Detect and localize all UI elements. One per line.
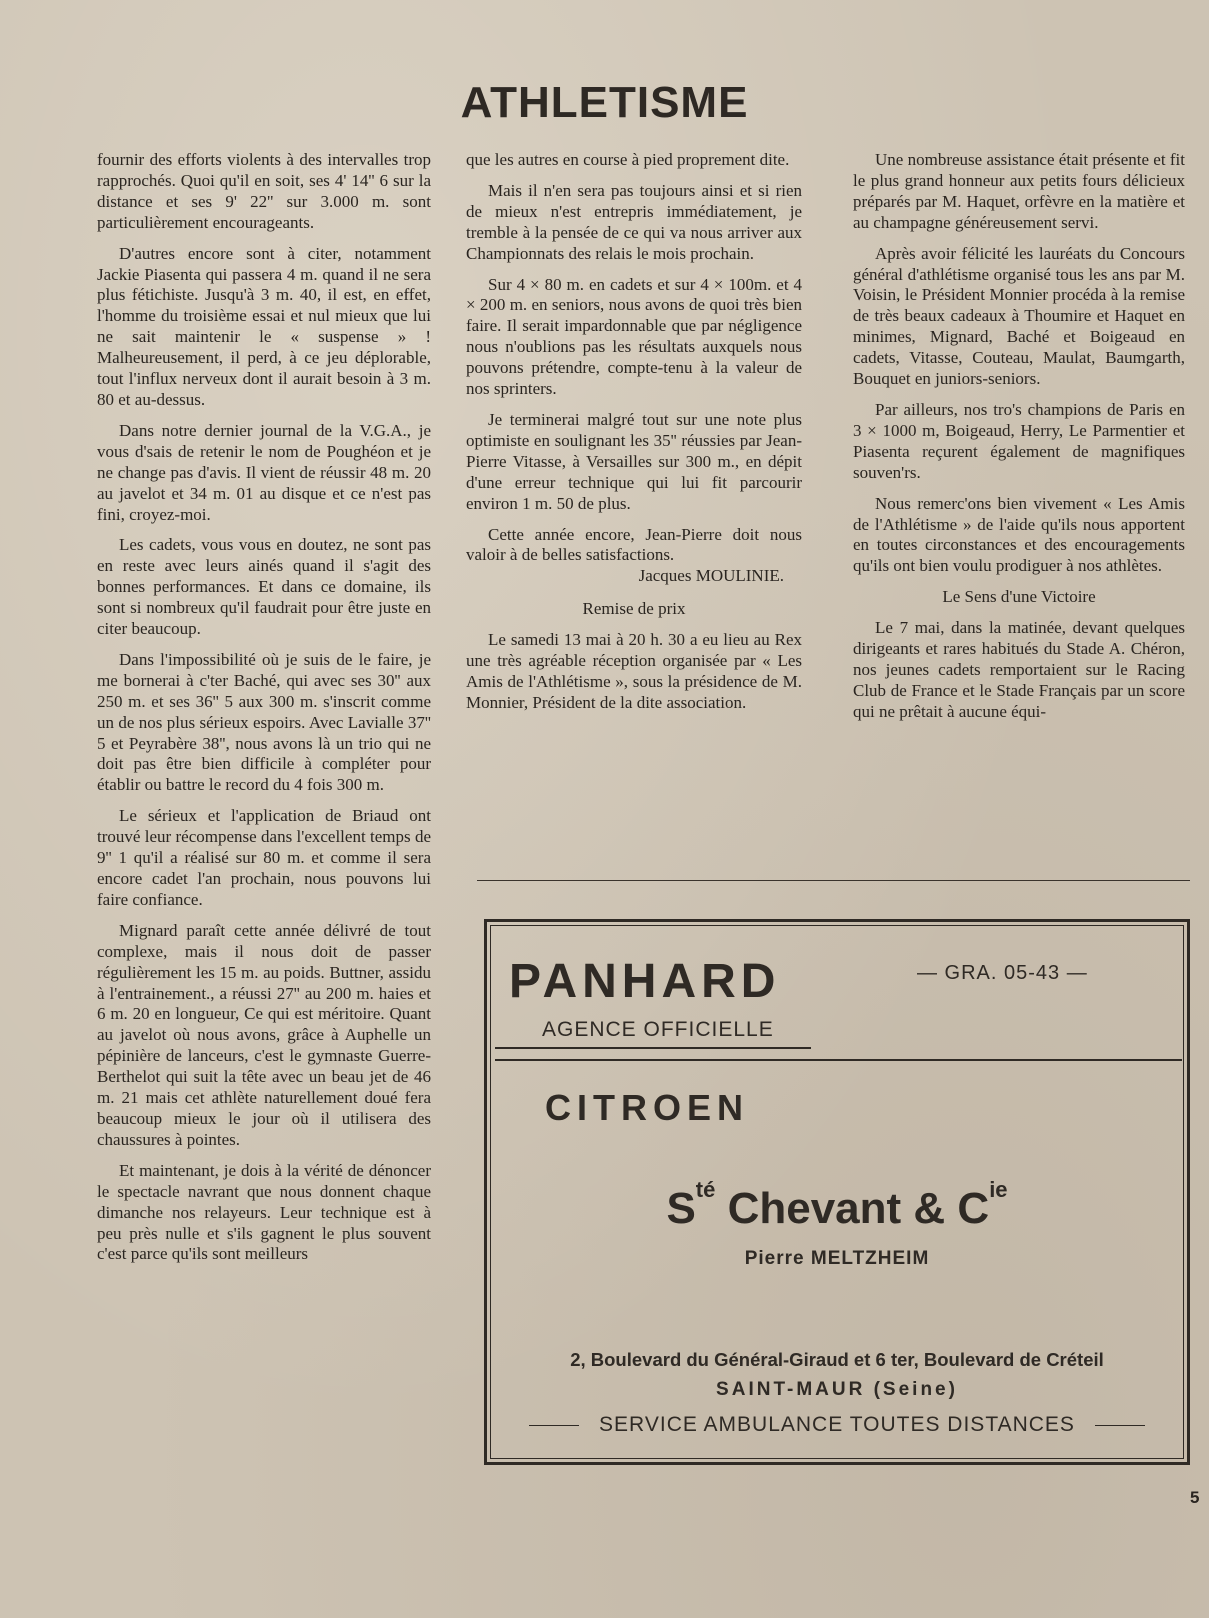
ad-company-name	[487, 1177, 1187, 1234]
ad-person-name: Pierre MELTZHEIM	[744, 1248, 930, 1269]
section-heading-remise-de-prix: Remise de prix	[582, 599, 686, 619]
paragraph: Mignard paraît cette année délivré de tout complexe, mais il nous doit de passer régulièrement les 15 m. au poids. Buttner, assidu à l'entrainement., a réussi 27'' au 200 m. haies et 6 m. 20 en longueur, Ce qui est méritoire. Quant au javelot où nous avons, grâce à Auphelle un pépinière de lanceurs, c'est le gymnaste Guerre-Berthelot qui suit la tête avec un beau jet de 46 m. 21 mais cet athlète naturellement doué fera beaucoup mieux le jour où il utilisera des chaussures à pointes.	[97, 920, 431, 1149]
advertisement-box	[484, 919, 1190, 1465]
ad-dash	[529, 1425, 579, 1426]
section-heading-sens-victoire: Le Sens d'une Victoire	[942, 587, 1096, 607]
ad-company-sup2: ie	[989, 1177, 1008, 1202]
page-title: ATHLETISME	[460, 78, 749, 127]
ad-address-line-1: 2, Boulevard du Général-Giraud et 6 ter, Boulevard de Créteil	[570, 1349, 1104, 1370]
ad-reference: — GRA. 05-43 —	[917, 962, 1088, 984]
paragraph: Les cadets, vous vous en doutez, ne sont pas en reste avec leurs ainés quand il s'agit des bonnes performances. Et dans ce domaine, ils sont si nombreux qu'il faudrait pour être juste en citer beaucoup.	[97, 535, 431, 639]
paragraph: Par ailleurs, nos tro's champions de Paris en 3 × 1000 m, Boigeaud, Herry, Le Parmentier et Piasenta reçurent également de magnifiques souven'rs.	[853, 399, 1185, 482]
paragraph: Cette année encore, Jean-Pierre doit nous valoir à de belles satisfactions.	[466, 524, 802, 565]
ad-service-line	[487, 1413, 1187, 1437]
article-column-1	[97, 150, 431, 1275]
paragraph: Sur 4 × 80 m. en cadets et sur 4 × 100m. et 4 × 200 m. en seniors, nous avons de quoi très bien faire. Il serait impardonnable que par négligence nous n'oublions pas les résultats auxquels nous pouvons prétendre, compte-tenu à la valeur de nos sprinters.	[466, 274, 802, 399]
ad-company-sup1: té	[695, 1177, 716, 1202]
ad-service-text: SERVICE AMBULANCE TOUTES DISTANCES	[599, 1413, 1075, 1436]
page-number: 5	[1190, 1488, 1200, 1507]
paragraph: Nous remerc'ons bien vivement « Les Amis de l'Athlétisme » de l'aide qu'ils nous apportent en toutes circonstances et des encouragements qu'ils ont bien voulu prodiguer à nos athlètes.	[853, 493, 1185, 576]
ad-brand-citroen: CITROEN	[545, 1087, 749, 1128]
paragraph: Dans notre dernier journal de la V.G.A., je vous d'sais de retenir le nom de Poughéon et je ne change pas d'avis. Il vient de réussir 48 m. 20 au javelot et 34 m. 01 au disque et ce n'est pas fini, croyez-moi.	[97, 420, 431, 524]
paragraph: que les autres en course à pied proprement dite.	[466, 150, 790, 169]
paragraph: Le sérieux et l'application de Briaud ont trouvé leur récompense dans l'excellent temps de 9'' 1 qu'il a réalisé sur 80 m. et comme il sera encore cadet l'an prochain, nous pouvons lui faire confiance.	[97, 806, 431, 909]
ad-address-line-2: SAINT-MAUR (Seine)	[716, 1379, 958, 1400]
ad-divider	[495, 1059, 1182, 1061]
paragraph: fournir des efforts violents à des intervalles trop rapprochés. Quoi qu'il en soit, ses 4' 14'' 6 sur la distance et ses 9' 22'' sur 3.000 m. sont particulièrement encourageants.	[97, 150, 431, 232]
article-column-2	[466, 150, 802, 724]
author-signature: Jacques MOULINIE.	[638, 566, 784, 586]
ad-brand-panhard: PANHARD	[509, 955, 781, 1008]
paragraph: Mais il n'en sera pas toujours ainsi et si rien de mieux n'est entrepris immédiatement, je tremble à la pensée de ce qui va nous arriver aux Championnats des relais le mois prochain.	[466, 180, 802, 263]
ad-agency-label: AGENCE OFFICIELLE	[542, 1018, 774, 1041]
ad-company-pre: S	[666, 1184, 696, 1233]
paragraph: Une nombreuse assistance était présente et fit le plus grand honneur aux petits fours délicieux préparés par M. Haquet, orfèvre en la matière et au champagne généreusement servi.	[853, 150, 1185, 232]
ad-dash	[1095, 1425, 1145, 1426]
paragraph: Le samedi 13 mai à 20 h. 30 a eu lieu au Rex une très agréable réception organisée par « Les Amis de l'Athlétisme », sous la présidence de M. Monnier, Président de la dite association.	[466, 630, 802, 712]
ad-divider	[495, 1047, 811, 1049]
ad-company-main: Chevant & C	[715, 1184, 990, 1233]
section-divider	[477, 880, 1190, 881]
paragraph: Le 7 mai, dans la matinée, devant quelques dirigeants et rares habitués du Stade A. Chéron, nos jeunes cadets remportaient sur le Racing Club de France et le Stade Français par un score qui ne prêtait à aucune équi-	[853, 618, 1185, 721]
paragraph: Et maintenant, je dois à la vérité de dénoncer le spectacle navrant que nous donnent chaque dimanche nos relayeurs. Leur technique est à peu près nulle et s'ils gagnent le plus souvent c'est parce qu'ils sont meilleurs	[97, 1160, 431, 1264]
paragraph: Après avoir félicité les lauréats du Concours général d'athlétisme organisé tous les ans par M. Voisin, le Président Monnier procéda à la remise de très beaux cadeaux à Thoumire et Haquet en minimes, Mignard, Baché et Boigeaud en cadets, Vitasse, Couteau, Maulat, Baumgarth, Bouquet en juniors-seniors.	[853, 243, 1185, 389]
article-column-3	[853, 150, 1185, 733]
paragraph: D'autres encore sont à citer, notamment Jackie Piasenta qui passera 4 m. quand il ne sera plus fétichiste. Jusqu'à 3 m. 40, il est, en effet, l'homme du troisième essai et nul mieux que lui ne sait maintenir le « suspense » ! Malheureusement, il perd, à ce jeu déplorable, tout l'influx nerveux dont il aurait besoin à 3 m. 80 et au-dessus.	[97, 243, 431, 409]
paragraph: Je terminerai malgré tout sur une note plus optimiste en soulignant les 35'' réussies par Jean-Pierre Vitasse, à Versailles sur 300 m., en dépit d'une erreur technique qui lui fit parcourir environ 1 m. 50 de plus.	[466, 409, 802, 513]
paragraph: Dans l'impossibilité où je suis de le faire, je me bornerai à c'ter Baché, qui avec ses 30'' aux 250 m. et ses 36'' 5 aux 300 m. s'inscrit comme un de nos plus sérieux espoirs. Avec Lavialle 37'' 5 et Peyrabère 38'', nous avons là un trio qui ne doit pas être bien difficile à compléter pour établir ou battre le record du 4 fois 300 m.	[97, 649, 431, 795]
